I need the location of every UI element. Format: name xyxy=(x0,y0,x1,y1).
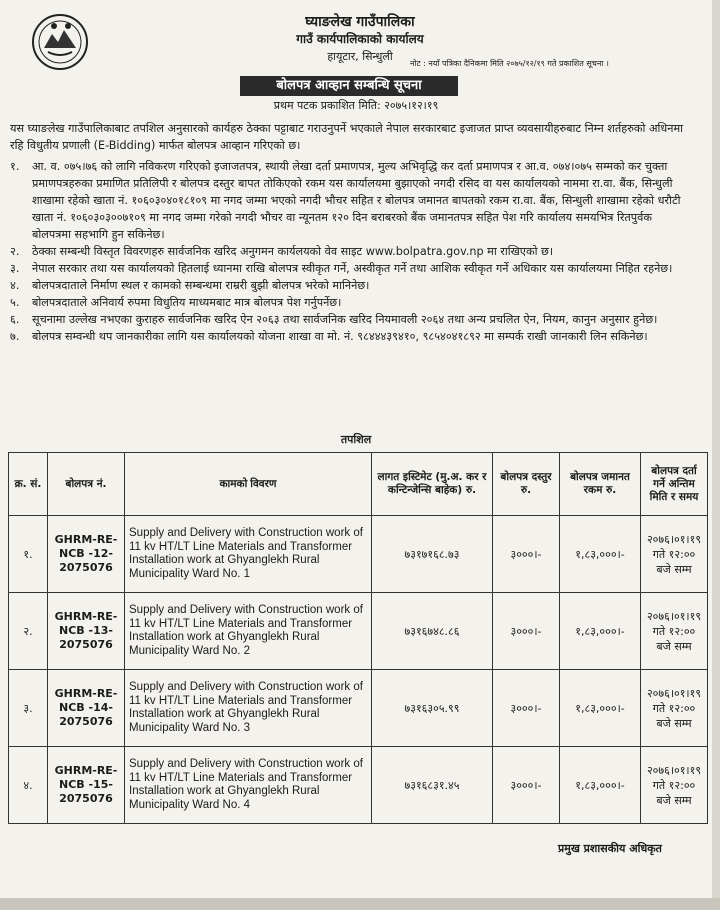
first-published-date: प्रथम पटक प्रकाशित मिति: २०७५।१२।१९ xyxy=(273,99,439,112)
condition-item: ५. बोलपत्रदाताले अनिवार्य रुपमा विधुतिय माध्यमबाट मात्र बोलपत्र पेश गर्नुपर्नेछ। xyxy=(10,296,342,309)
notice-title: बोलपत्र आव्हान सम्बन्धि सूचना xyxy=(240,76,458,96)
cell-bid-number: GHRM-RE-NCB -15-2075076 xyxy=(48,747,125,824)
col-bid-security: बोलपत्र जमानत रकम रु. xyxy=(560,453,641,516)
cell-description: Supply and Delivery with Construction work of 11 kv HT/LT Line Materials and Transformer Installation work at Ghyanglekh Rural Municipality Ward No. 3 xyxy=(125,670,372,747)
table-row xyxy=(9,670,708,747)
cell-bid-number: GHRM-RE-NCB -13-2075076 xyxy=(48,593,125,670)
condition-item: १. आ. व. ०७५।७६ को लागि नविकरण गरिएको इजाजतपत्र, स्थायी लेखा दर्ता प्रमाणपत्र, मुल्य अभिवृद्धि कर दर्ता प्रमाणपत्र र आ.व. ०७४।०७५ सम्मको कर चुक्ता प्रमाणपत्रहरुका प्रमाणित प्रतिलिपी र बोलपत्र दस्तुर बापत तोकिएको रकम यस कार्यालयमा बुझाएको नगदी रसिद वा यस कार्यालयको नाममा रा.वा. बैंक, सिन्धुली शाखामा रहेको खाता नं. १०६०३०४०१८१०९ मा नगद जम्मा भएको नगदी भौचर सहित र बोलपत्र जमानत बापतको रकम रा.वा. बैंक, सिन्धुली शाखामा रहेको धरौटी खाता नं. १०६०३०३००७१०९ मा नगद जम्मा गरेको नगदी भौचर वा न्यूनतम १२० दिन बराबरको बैंक जमानतपत्र सहित पेश गरि कार्यालय समयभित्र रितपुर्वक बोलपत्रमा सहभागि हुन सकिनेछ। xyxy=(10,160,681,241)
cell-serial-number: ४. xyxy=(9,747,48,824)
cell-deadline: २०७६।०१।१९ गते १२:०० बजे सम्म xyxy=(641,593,708,670)
table-row xyxy=(9,747,708,824)
cell-serial-number: २. xyxy=(9,593,48,670)
cell-cost-estimate: ७३१७१६८.७३ xyxy=(372,516,493,593)
cell-deadline: २०७६।०१।१९ गते १२:०० बजे सम्म xyxy=(641,516,708,593)
cell-description: Supply and Delivery with Construction work of 11 kv HT/LT Line Materials and Transformer Installation work at Ghyanglekh Rural Municipality Ward No. 4 xyxy=(125,747,372,824)
publication-note: नोट : नयाँ पत्रिका दैनिकमा मिति २०७५/१२/१९ गते प्रकाशित सूचना । xyxy=(410,59,609,68)
cell-serial-number: १. xyxy=(9,516,48,593)
col-serial-number: क्र. सं. xyxy=(9,453,48,516)
cell-cost-estimate: ७३१६३०५.९९ xyxy=(372,670,493,747)
table-caption: तपशिल xyxy=(340,433,372,446)
table-header-row xyxy=(9,453,708,516)
cell-deadline: २०७६।०१।१९ गते १२:०० बजे सम्म xyxy=(641,747,708,824)
cell-description: Supply and Delivery with Construction work of 11 kv HT/LT Line Materials and Transformer Installation work at Ghyanglekh Rural Municipality Ward No. 2 xyxy=(125,593,372,670)
table-row xyxy=(9,593,708,670)
cell-bid-number: GHRM-RE-NCB -14-2075076 xyxy=(48,670,125,747)
cell-cost-estimate: ७३१६७४८.८६ xyxy=(372,593,493,670)
condition-item: ३. नेपाल सरकार तथा यस कार्यालयको हितलाई ध्यानमा राखि बोलपत्र स्वीकृत गर्ने, अस्वीकृत गर्ने तथा आशिक स्वीकृत गर्ने अधिकार यस कार्यालयमा निहित रहनेछ। xyxy=(10,262,673,275)
tender-table xyxy=(8,452,708,824)
office-address: हायूटार, सिन्धुली xyxy=(327,50,393,63)
col-bid-number: बोलपत्र नं. xyxy=(48,453,125,516)
col-deadline: बोलपत्र दर्ता गर्ने अन्तिम मिति र समय xyxy=(641,453,708,516)
cell-bid-fee: ३०००।- xyxy=(493,670,560,747)
condition-item: ६. सूचनामा उल्लेख नभएका कुराहरु सार्वजनिक खरिद ऐन २०६३ तथा सार्वजनिक खरिद नियमावली २०६४ तथा अन्य प्रचलित ऐन, नियम, कानुन अनुसार हुनेछ। xyxy=(10,313,658,326)
condition-item: २. ठेक्का सम्बन्धी विस्तृत विवरणहरु सार्वजनिक खरिद अनुगमन कार्यलयको वेव साइट www.bolpatra.gov.np मा राखिएको छ। xyxy=(10,245,554,258)
cell-cost-estimate: ७३१६८३१.४५ xyxy=(372,747,493,824)
condition-item: ४. बोलपत्रदाताले निर्माण स्थल र कामको सम्बन्धमा राम्ररी बुझी बोलपत्र भरेको मानिनेछ। xyxy=(10,279,370,292)
cell-bid-security: १,८३,०००।- xyxy=(560,670,641,747)
cell-bid-fee: ३०००।- xyxy=(493,516,560,593)
cell-bid-fee: ३०००।- xyxy=(493,747,560,824)
cell-bid-security: १,८३,०००।- xyxy=(560,747,641,824)
scan-edge xyxy=(0,898,720,910)
cell-bid-security: १,८३,०००।- xyxy=(560,593,641,670)
cell-description: Supply and Delivery with Construction work of 11 kv HT/LT Line Materials and Transformer Installation work at Ghyanglekh Rural Municipality Ward No. 1 xyxy=(125,516,372,593)
intro-paragraph: यस घ्याङलेख गाउँपालिकाबाट तपशिल अनुसारको कार्यहरु ठेक्का पट्टाबाट गराउनुपर्ने भएकाले नेपाल सरकारबाट इजाजत प्राप्त व्यवसायीहरुबाट निम्न शर्तहरुको अधिनमा रहि विधुतीय प्रणाली (E-Bidding) मार्फत बोलपत्र आव्हान गरिएको छ। xyxy=(10,122,684,152)
col-description: कामको विवरण xyxy=(125,453,372,516)
cell-serial-number: ३. xyxy=(9,670,48,747)
col-bid-fee: बोलपत्र दस्तुर रु. xyxy=(493,453,560,516)
col-cost-estimate: लागत इस्टिमेट (मु.अ. कर र कन्टिन्जेन्सि बाहेक) रु. xyxy=(372,453,493,516)
municipality-name: घ्याङलेख गाउँपालिका xyxy=(305,14,415,30)
government-emblem-icon xyxy=(30,12,90,72)
cell-bid-number: GHRM-RE-NCB -12-2075076 xyxy=(48,516,125,593)
signature-title: प्रमुख प्रशासकीय अधिकृत xyxy=(558,842,662,855)
table-row xyxy=(9,516,708,593)
office-name: गाउँ कार्यपालिकाको कार्यालय xyxy=(296,32,424,46)
cell-deadline: २०७६।०१।१९ गते १२:०० बजे सम्म xyxy=(641,670,708,747)
conditions-list xyxy=(10,158,694,345)
cell-bid-security: १,८३,०००।- xyxy=(560,516,641,593)
condition-item: ७. बोलपत्र सम्वन्धी थप जानकारीका लागि यस कार्यालयको योजना शाखा वा मो. नं. ९८४४४३९४१०, ९८५४०४१८९२ मा सम्पर्क राखी जानकारी लिन सकिनेछ। xyxy=(10,330,648,343)
cell-bid-fee: ३०००।- xyxy=(493,593,560,670)
